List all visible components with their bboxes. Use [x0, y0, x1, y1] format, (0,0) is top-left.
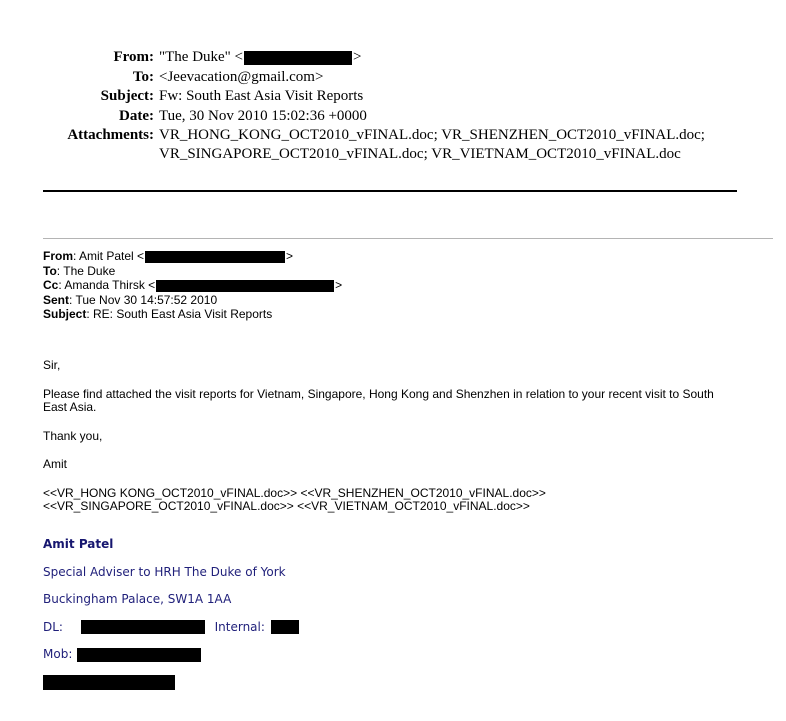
redacted-extension	[271, 620, 299, 634]
signature-mobile-row	[43, 647, 299, 675]
header-attachments-label: Attachments:	[67, 127, 154, 143]
header-from-label: From:	[113, 49, 154, 65]
fwd-from-row	[43, 249, 743, 264]
mob-label: Mob:	[43, 647, 73, 661]
fwd-cc-value: : Amanda Thirsk <	[58, 278, 156, 292]
fwd-subject-label: Subject	[43, 307, 87, 321]
signature-name: Amit Patel	[43, 537, 114, 551]
forwarded-header	[43, 249, 743, 322]
thanks-line: Thank you,	[43, 428, 103, 443]
fwd-to-label: To	[43, 263, 57, 278]
signature-title-row	[43, 565, 299, 593]
attachment-refs-line-1: <<VR_HONG KONG_OCT2010_vFINAL.doc>> <<VR_SHENZHEN_OCT2010_vFINAL.doc>>	[43, 485, 546, 500]
header-subject-label: Subject:	[100, 88, 154, 104]
fwd-from-label: From	[43, 249, 73, 263]
fwd-to-row	[43, 264, 743, 279]
fwd-sent-value: : Tue Nov 30 14:57:52 2010	[69, 292, 218, 307]
redacted-email	[244, 51, 352, 65]
fwd-to-value: : The Duke	[56, 263, 116, 278]
header-subject-value: Fw: South East Asia Visit Reports	[159, 88, 364, 104]
fwd-from-value: : Amit Patel <	[73, 249, 145, 263]
redacted-mobile	[77, 648, 201, 662]
header-from-value	[159, 48, 362, 67]
signoff: Amit	[43, 457, 67, 471]
fwd-subject-row	[43, 307, 743, 322]
attachment-refs-line-2: <<VR_SINGAPORE_OCT2010_vFINAL.doc>> <<VR_VIETNAM_OCT2010_vFINAL.doc>>	[43, 499, 530, 513]
fwd-cc-close: >	[335, 278, 343, 292]
fwd-cc-row	[43, 278, 743, 293]
fwd-subject-value: : RE: South East Asia Visit Reports	[86, 307, 273, 321]
fwd-sent-row	[43, 293, 743, 308]
fwd-sent-label: Sent	[43, 292, 70, 307]
signature-phone-row	[43, 620, 299, 648]
redacted-email	[145, 251, 285, 263]
header-to-label: To:	[132, 68, 154, 85]
body-paragraph: Please find attached the visit reports for Vietnam, Singapore, Hong Kong and Shenzhen in relation to your recent visit to South East Asia.	[43, 386, 714, 414]
header-divider	[43, 190, 737, 192]
header-to-value: <Jeevacation@gmail.com>	[159, 68, 324, 85]
signature-address-row	[43, 592, 299, 620]
dl-label: DL:	[43, 619, 63, 634]
redacted-line	[43, 675, 175, 690]
header-from-name: "The Duke" <	[159, 49, 244, 65]
fwd-cc-label: Cc	[43, 278, 59, 292]
signature-redacted-row	[43, 675, 299, 703]
fwd-from-close: >	[286, 249, 294, 263]
signature-address: Buckingham Palace, SW1A 1AA	[43, 592, 232, 606]
header-date-label: Date:	[119, 107, 154, 124]
internal-label: Internal:	[214, 619, 265, 634]
attachments-line-1: VR_HONG_KONG_OCT2010_vFINAL.doc; VR_SHENZHEN_OCT2010_vFINAL.doc;	[159, 127, 705, 143]
header-from-close: >	[353, 49, 362, 65]
message-divider	[43, 238, 773, 239]
signature-name-row	[43, 537, 299, 565]
header-attachments-value	[159, 126, 705, 164]
attachments-line-2: VR_SINGAPORE_OCT2010_vFINAL.doc; VR_VIETNAM_OCT2010_vFINAL.doc	[159, 146, 681, 162]
message-body	[43, 359, 733, 529]
header-date-value: Tue, 30 Nov 2010 15:02:36 +0000	[159, 107, 367, 124]
signature-block	[43, 537, 299, 702]
redacted-email	[156, 280, 334, 292]
redacted-phone	[81, 620, 205, 634]
salutation: Sir,	[43, 358, 61, 372]
attachment-references	[43, 487, 733, 514]
signature-title: Special Adviser to HRH The Duke of York	[43, 564, 286, 579]
